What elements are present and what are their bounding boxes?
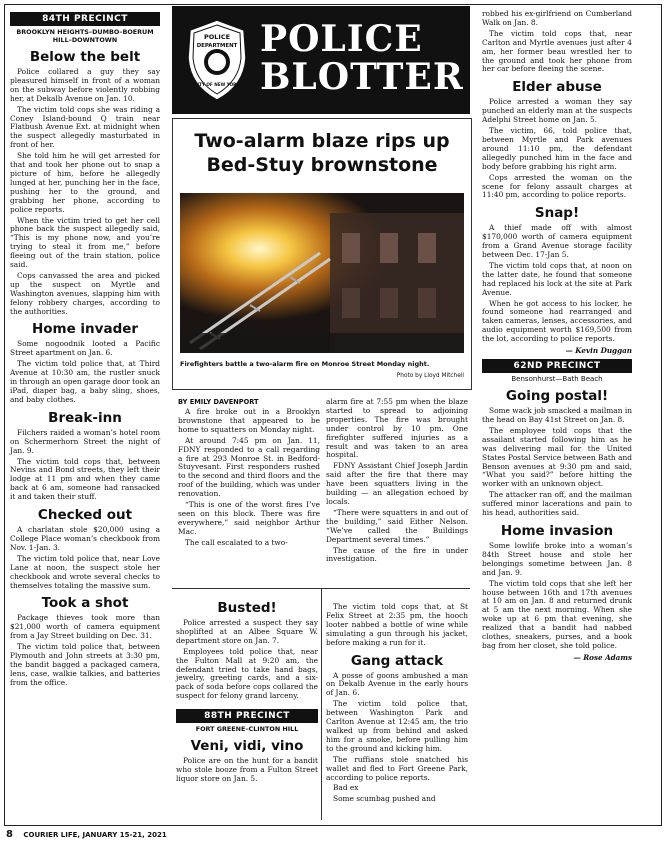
author-signature: — Rose Adams	[573, 652, 632, 662]
story-paragraph: Police arrested a woman they say punched an elderly man at the suspects Adelphi Street home on Jan. 5.	[482, 97, 632, 125]
story-paragraph: alarm fire at 7:55 pm when the blaze started to spread to adjoining properties. The fire was brought under control by 10 pm. One firefighter suffered injuries as a result and was taken to an area hospital.	[326, 397, 468, 460]
story-paragraph: A fire broke out in a Brooklyn brownstone that appeared to be home to squatters on Monday night.	[178, 407, 320, 434]
story-headline: Took a shot	[41, 595, 129, 612]
badge-top-text: POLICE	[203, 33, 231, 41]
precinct-bar: 62ND PRECINCT	[482, 359, 632, 373]
story-paragraph: Cops arrested the woman on the scene for felony assault charges at 11:40 pm, according to police reports.	[482, 172, 632, 200]
story-headline: Gang attack	[350, 652, 444, 669]
story-paragraph: At around 7:45 pm on Jan. 11, FDNY responded to a call regarding a fire at 293 Monroe St. in Bedford-Stuyvesant. First responders rushed to the second and third floors and the roof of the building, which was under renovation.	[178, 435, 320, 499]
byline: BY EMILY DAVENPORT	[178, 398, 259, 406]
story-paragraph: robbed his ex-girlfriend on Cumberland Walk on Jan. 8.	[482, 9, 632, 27]
masthead	[172, 6, 470, 114]
nypd-badge-icon	[184, 18, 250, 102]
story-paragraph: A posse of goons ambushed a man on Dekalb Avenue in the early hours of Jan. 6.	[326, 670, 468, 698]
story-paragraph: “There were squatters in and out of the building,” said Either Nelson. “We’ve called the Buildings Department several times.”	[326, 507, 468, 544]
story-paragraph: When the victim tried to get her cell phone back the suspect allegedly said, “This is my phone now, and you’re trying to steal it from me,” before fleeing out of the train station, police said.	[10, 215, 160, 270]
story-paragraph: The cause of the fire in under investigation.	[326, 545, 468, 564]
badge-city-text: CITY OF NEW YORK	[194, 82, 240, 87]
story-headline: Home invader	[31, 321, 139, 338]
masthead-title	[260, 20, 464, 96]
column-divider	[321, 588, 322, 820]
story-paragraph: Police collared a guy they say pleasured himself in front of a woman on the subway before violently robbing her, at Dekalb Avenue on Jan. 10.	[10, 67, 160, 103]
story-headline: Break-inn	[48, 409, 122, 426]
story-paragraph: She told him he will get arrested for that and took her phone out to snap a picture of him, before he allegedly lunged at her, punching her in the face, pushing her to the ground, and grabbing her phone, according to police reports.	[10, 151, 160, 214]
masthead-title-line1: POLICE	[260, 18, 423, 60]
feature-headline: Two-alarm blaze rips up Bed-Stuy brownstone	[194, 130, 450, 176]
column-right	[482, 10, 632, 664]
story-paragraph: The victim told cops that, at noon on the latter date, he found that someone had replaced his lock at the site at Park Avenue.	[482, 260, 632, 297]
precinct-subhead: BROOKLYN HEIGHTS–DUMBO–BOERUM HILL–DOWNTOWN	[16, 28, 154, 44]
story-headline: Veni, vidi, vino	[190, 738, 304, 755]
story-paragraph: The victim told cops that, between Nevins and Bond streets, they left their lodge at 11 pm and when they came back at 6 am, someone had ransacked it and taken their stuff.	[10, 456, 160, 502]
story-paragraph: The employee told cops that the assailant started following him as he was delivering mail for the United States Postal Service between Bath and Benson avenues at 9:30 pm and said, “What you said?” before hitting the worker with an unknown object.	[482, 425, 632, 489]
feature-body-left	[178, 398, 320, 550]
story-paragraph: The attacker ran off, and the mailman suffered minor lacerations and pain to his head, authorities said.	[482, 490, 632, 518]
story-paragraph: Some scumbag pushed and	[333, 794, 436, 804]
story-paragraph: Some nogoodnik looted a Pacific Street apartment on Jan. 6.	[10, 339, 160, 358]
story-paragraph: The victim told cops that she left her house between 16th and 17th avenues at 10 am on Jan. 8 and returned drunk at 5 am the next morning. When she woke up at 6 pm that evening, she realized that a bandit had nabbed clothes, sneakers, purses, and a book bag from her closet, she told police.	[482, 578, 632, 650]
lower-right-column	[326, 603, 468, 806]
story-paragraph: The victim told police that, at Third Avenue at 10:30 am, the rustler snuck in through an open garage door took an iPad, diaper bag, a baby sling, shoes, and baby clothes.	[10, 359, 160, 404]
story-paragraph: Some wack job smacked a mailman in the head on Bay 41st Street on Jan. 8.	[482, 406, 632, 424]
story-paragraph: A thief made off with almost $170,000 worth of camera equipment from a Grand Avenue storage facility between Dec. 17-Jan 5.	[482, 223, 632, 260]
precinct-bar: 88TH PRECINCT	[176, 709, 318, 723]
story-paragraph: Package thieves took more than $21,000 worth of camera equipment from a Jay Street building on Dec. 31.	[10, 613, 160, 641]
story-paragraph: A charlatan stole $20,000 using a College Place woman’s checkbook from Nov. 1-Jan. 3.	[10, 525, 160, 552]
precinct-subhead: FORT GREENE–CLINTON HILL	[195, 725, 299, 734]
story-headline: Snap!	[534, 205, 580, 222]
story-paragraph: The call escalated to a two-	[185, 537, 288, 547]
publication-line: COURIER LIFE, JANUARY 15-21, 2021	[23, 831, 167, 839]
feature-body-right	[326, 398, 468, 566]
story-paragraph: “This is one of the worst fires I’ve seen on this block. There was fire everywhere,” said neighbor Arthur Mac.	[178, 500, 320, 536]
story-headline: Going postal!	[505, 388, 609, 405]
masthead-title-line2: BLOTTER	[260, 56, 464, 98]
page-footer	[6, 829, 167, 840]
badge-mid-text: DEPARTMENT	[196, 43, 238, 49]
story-headline: Elder abuse	[512, 79, 602, 96]
story-paragraph: The victim told cops that, near Carlton and Myrtle avenues just after 4 am, her former beau wrestled her to the ground and took her phone from her car before fleeing the scene.	[482, 28, 632, 74]
story-paragraph: When he got access to his locker, he found someone had rearranged and taken cameras, lenses, accessories, and audio equipment worth $169,500 from the lot, according to police reports.	[482, 298, 632, 344]
story-paragraph: The victim told cops she was riding a Coney Island-bound Q train near Flatbush Avenue Ext. at midnight when the suspect allegedly masturbated in front of her.	[10, 104, 160, 150]
story-paragraph: Police are on the hunt for a bandit who stole booze from a Fulton Street liquor store on Jan. 5.	[176, 756, 318, 783]
author-signature: — Kevin Duggan	[565, 346, 632, 356]
story-paragraph: The ruffians stole snatched his wallet and fled to Fort Greene Park, according to police reports.	[326, 754, 468, 782]
story-paragraph: FDNY Assistant Chief Joseph Jardin said after the fire that there may have been squatters living in the building — an allegation echoed by locals.	[326, 461, 468, 506]
page-number: 8	[6, 829, 13, 840]
photo-caption: Firefighters battle a two-alarm fire on Monroe Street Monday night.	[180, 360, 430, 368]
story-paragraph: The victim told cops that, at St Felix Street at 2:35 pm, the hooch looter nabbed a bottle of wine while simulating a gun through his jacket, before making a run for it.	[326, 602, 468, 647]
story-paragraph: Some lowlife broke into a woman’s 84th Street house and stole her belongings sometime between Jan. 8 and Jan. 9.	[482, 540, 632, 577]
story-headline: Busted!	[217, 600, 277, 616]
photo-credit: Photo by Lloyd Mitchell	[396, 373, 464, 379]
story-headline: Home invasion	[500, 522, 614, 539]
story-headline: Checked out	[37, 507, 133, 524]
story-paragraph: Cops canvassed the area and picked up the suspect on Myrtle and Washington avenues, slapping him with felony robbery charges, according to the authorities.	[10, 270, 160, 316]
story-paragraph: The victim told police that, between Plymouth and John streets at 3:30 pm, the bandit bagged a packaged camera, lens, case, walkie talkies, and batteries from the office.	[10, 642, 160, 687]
feature-story-box	[172, 118, 472, 390]
story-paragraph: Police arrested a suspect they say shoplifted at an Albee Square W. department store on Jan. 7.	[176, 618, 318, 645]
story-paragraph: Bad ex	[333, 783, 359, 793]
story-headline: Below the belt	[29, 49, 141, 65]
lower-left-column	[176, 595, 318, 786]
precinct-bar: 84TH PRECINCT	[10, 12, 160, 26]
precinct-subhead: Bensonhurst—Bath Beach	[511, 375, 603, 384]
story-paragraph: Filchers raided a woman’s hotel room on Schermerhorn Street the night of Jan. 9.	[10, 427, 160, 455]
story-paragraph: The victim, 66, told police that, between Myrtle and Park avenues around 11:10 pm, the defendant allegedly punched him in the face and body before grabbing his right arm.	[482, 126, 632, 171]
story-paragraph: The victim told police that, between Washington Park and Carlton Avenue at 12:45 am, the trio walked up from behind and asked him for a smoke, before pulling him to the ground and kicking him.	[326, 699, 468, 753]
fire-photo	[180, 193, 464, 353]
column-84th-precinct	[10, 12, 160, 690]
story-paragraph: The victim told police that, near Love Lane at noon, the suspect stole her checkbook and wrote several checks to themselves totaling the massive sum.	[10, 553, 160, 590]
story-paragraph: Employees told police that, near the Fulton Mall at 9:20 am, the defendant tried to take hand bags, jewelry, greeting cards, and a six-pack of soda before cops collared the suspect for felony grand larceny.	[176, 646, 318, 701]
